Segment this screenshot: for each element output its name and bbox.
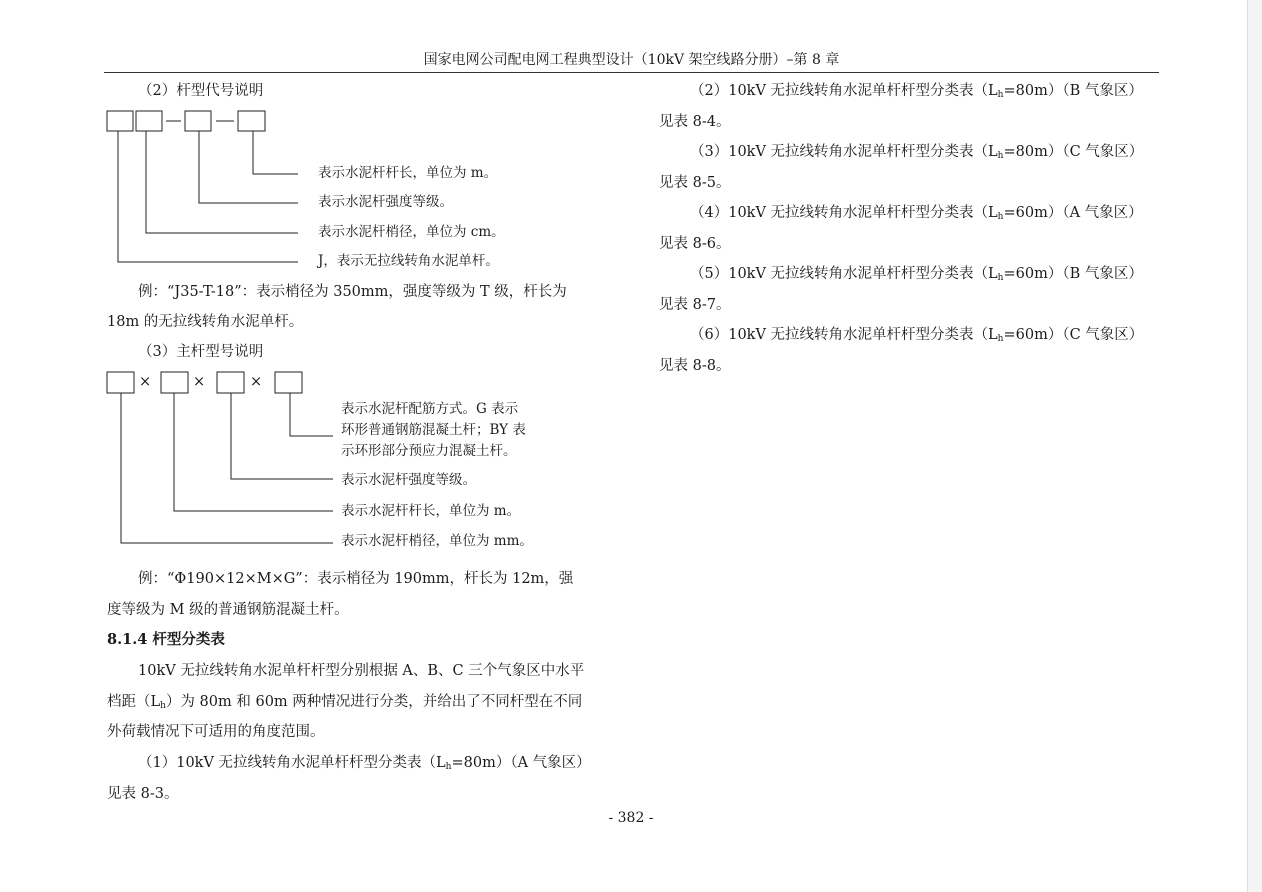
- diagram2-label-length: 表示水泥杆杆长，单位为 m。: [341, 503, 521, 519]
- table-ref-item-5-see: 见表 8-7。: [659, 297, 731, 313]
- table-ref-item-6: （6）10kV 无拉线转角水泥单杆杆型分类表$(L_h=60m)(C$ 气象区）: [690, 327, 1144, 344]
- main-box-2: [161, 372, 188, 393]
- paragraph-line-3: 外荷载情况下可适用的角度范围。: [107, 724, 325, 740]
- main-box-1: [107, 372, 134, 393]
- table-ref-item-4: （4）10kV 无拉线转角水泥单杆杆型分类表$(L_h=60m)(A$ 气象区）: [690, 205, 1143, 222]
- table-ref-item-5: （5）10kV 无拉线转角水泥单杆杆型分类表$(L_h=60m)(B$ 气象区）: [690, 266, 1143, 283]
- page-number: - 382 -: [608, 810, 654, 826]
- paragraph-line-1: 10kV 无拉线转角水泥单杆杆型分别根据 A、B、C 三个气象区中水平: [138, 663, 585, 679]
- table-ref-item-4-see: 见表 8-6。: [659, 236, 731, 252]
- diagram1-label-grade: 表示水泥杆强度等级。: [318, 194, 453, 210]
- main-box-3: [217, 372, 244, 393]
- times-sign-1: ×: [139, 374, 152, 390]
- leader-main-length: [174, 393, 333, 511]
- diagram1-label-length: 表示水泥杆杆长，单位为 m。: [318, 165, 498, 181]
- leader-g: [290, 393, 333, 436]
- example-1-line-2: 18m 的无拉线转角水泥单杆。: [107, 314, 304, 330]
- diagram2-label-grade: 表示水泥杆强度等级。: [341, 472, 476, 488]
- diagram2-label-dia: 表示水泥杆梢径，单位为 mm。: [341, 533, 533, 549]
- example-1-line-1: 例：“J35-T-18”：表示梢径为 350mm，强度等级为 T 级，杆长为: [138, 284, 567, 300]
- section-3-title: （3）主杆型号说明: [138, 344, 264, 360]
- diagram2-label-g-2: 环形普通钢筋混凝土杆；BY 表: [341, 422, 526, 438]
- example-2-line-2: 度等级为 M 级的普通钢筋混凝土杆。: [107, 602, 349, 618]
- table-ref-item-1-see: 见表 8-3。: [107, 786, 179, 802]
- page-header-title: 国家电网公司配电网工程典型设计（10kV 架空线路分册）–第 8 章: [423, 52, 840, 68]
- diagram2-label-g-3: 示环形部分预应力混凝土杆。: [341, 443, 517, 459]
- table-ref-item-3: （3）10kV 无拉线转角水泥单杆杆型分类表$(L_h=80m)(C$ 气象区）: [690, 144, 1144, 161]
- table-ref-item-2: （2）10kV 无拉线转角水泥单杆杆型分类表$(L_h=80m)(B$ 气象区）: [690, 83, 1143, 100]
- table-ref-item-2-see: 见表 8-4。: [659, 114, 731, 130]
- section-2-title: （2）杆型代号说明: [138, 83, 264, 99]
- times-sign-3: ×: [250, 374, 263, 390]
- table-ref-item-6-see: 见表 8-8。: [659, 358, 731, 374]
- heading-8-1-4: 8.1.4 杆型分类表: [107, 631, 225, 648]
- leader-main-dia: [121, 393, 333, 543]
- paragraph-line-2: 档距$(L_h)$为 80m 和 60m 两种情况进行分类，并给出了不同杆型在不同: [107, 694, 583, 711]
- diagram1-label-type: J，表示无拉线转角水泥单杆。: [318, 253, 499, 269]
- table-ref-item-3-see: 见表 8-5。: [659, 175, 731, 191]
- diagram2-label-g-1: 表示水泥杆配筋方式。G 表示: [341, 401, 519, 417]
- times-sign-2: ×: [193, 374, 206, 390]
- example-2-line-1: 例：“Φ190×12×M×G”：表示梢径为 190mm，杆长为 12m，强: [138, 571, 574, 587]
- main-box-4: [275, 372, 302, 393]
- diagram1-label-dia: 表示水泥杆梢径，单位为 cm。: [318, 224, 505, 240]
- table-ref-item-1: （1）10kV 无拉线转角水泥单杆杆型分类表$(L_h=80m)(A$ 气象区）: [138, 755, 591, 772]
